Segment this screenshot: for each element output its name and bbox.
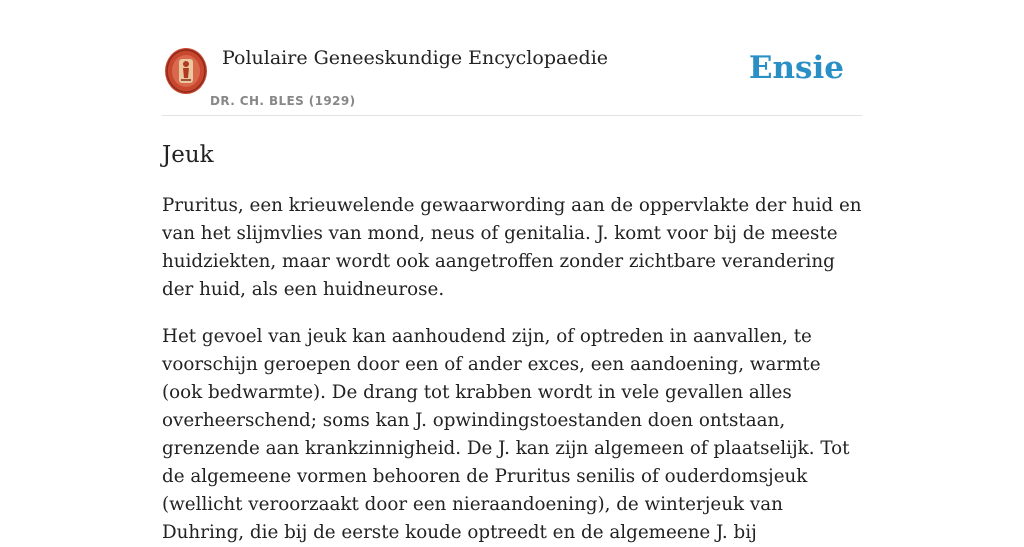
article-title: Jeuk bbox=[162, 142, 214, 168]
site-header bbox=[162, 40, 862, 116]
book-cover-icon[interactable] bbox=[164, 47, 208, 95]
article-paragraph: Pruritus, een krieuwelende gewaarwording aan de oppervlakte der huid en van het slijmvlies van mond, neus of genitalia. J. komt voor bij de meeste huidziekten, maar wordt ook aangetroffen zonder zichtbare verandering der huid, als een huidneurose. bbox=[162, 195, 862, 300]
book-title[interactable]: Polulaire Geneeskundige Encyclopaedie bbox=[222, 47, 609, 69]
article-paragraph: Het gevoel van jeuk kan aanhoudend zijn, of optreden in aanvallen, te voorschijn geroepen door een of ander exces, een aandoening, warmte (ook bedwarmte). De drang tot krabben wordt in vele gevallen alles overheerschend; soms kan J. opwindingstoestanden doen ontstaan, grenzende aan krankzinnigheid. De J. kan zijn algemeen of plaatselijk. Tot de algemeene vormen behooren de Pruritus senilis of ouderdomsjeuk (wellicht veroorzaakt door een nieraandoening), de winterjeuk van Duhring, die bij de eerste koude optreedt en de algemeene J. bij bbox=[162, 326, 850, 543]
book-author: DR. CH. BLES (1929) bbox=[210, 94, 356, 108]
ensie-logo[interactable]: Ensie bbox=[748, 50, 844, 86]
article bbox=[162, 140, 862, 547]
